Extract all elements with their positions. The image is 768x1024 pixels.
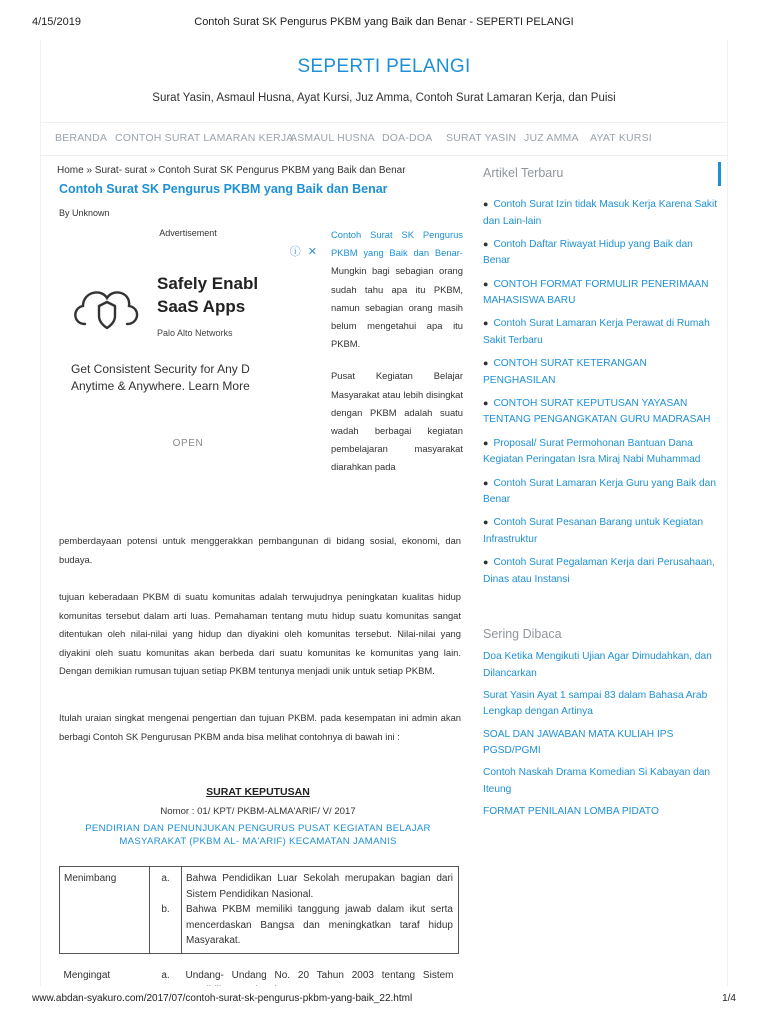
print-date: 4/15/2019	[32, 16, 81, 28]
para4: Itulah uraian singkat mengenai pengertian dan tujuan PKBM. pada kesempatan ini admin akan berbagi Contoh SK Pengurusan PKBM anda bisa melihat contohnya di bawah ini :	[59, 712, 461, 742]
nav-item-contoh-surat-lamaran-kerja[interactable]: CONTOH SURAT LAMARAN KERJA	[115, 132, 294, 144]
nav-item-juz-amma[interactable]: JUZ AMMA	[524, 132, 579, 144]
ad-label: Advertisement	[159, 228, 217, 238]
intro-link[interactable]: Contoh Surat SK Pengurus PKBM yang Baik dan Benar-	[331, 229, 463, 259]
list-item[interactable]	[483, 196, 721, 230]
nav-item-surat-yasin[interactable]: SURAT YASIN	[446, 132, 517, 144]
ad-headline-line2[interactable]: SaaS Apps	[157, 297, 246, 316]
ad-headline-line1[interactable]: Safely Enabl	[157, 274, 259, 293]
widget-title-popular: Sering Dibaca	[483, 627, 562, 641]
para2-continued: pemberdayaan potensi untuk menggerakkan pembangunan di bidang sosial, ekonomi, dan budaya.	[59, 535, 461, 565]
ad-body-line1[interactable]: Get Consistent Security for Any D	[71, 362, 250, 376]
bullet-icon: ●	[483, 557, 489, 568]
bullet-icon: ●	[483, 358, 489, 369]
bullet-icon: ●	[483, 278, 489, 289]
list-item[interactable]	[483, 395, 721, 429]
row-letters	[150, 867, 182, 954]
list-item[interactable]	[483, 514, 721, 548]
intro-text: Mungkin bagi sebagian orang sudah tahu apa itu PKBM, namun sebagian orang masih belum mengetahui apa itu PKBM.	[331, 265, 463, 350]
table-row	[60, 867, 459, 954]
ad-choices-icon[interactable]: ⓘ ✕	[289, 246, 319, 258]
post-title[interactable]: Contoh Surat SK Pengurus PKBM yang Baik dan Benar	[59, 182, 388, 196]
nav-item-beranda[interactable]: BERANDA	[55, 132, 108, 144]
ad-open-button[interactable]: OPEN	[172, 438, 204, 449]
row-content	[182, 953, 459, 986]
list-item[interactable]	[483, 355, 721, 389]
post-byline: By Unknown	[59, 208, 110, 218]
advertisement[interactable]	[57, 228, 319, 488]
cloud-shield-icon	[69, 280, 143, 336]
intro-text-column	[331, 226, 463, 491]
row-letters	[150, 953, 182, 986]
ad-headline[interactable]	[157, 272, 319, 318]
nav-item-doa-doa[interactable]: DOA-DOA	[382, 132, 433, 144]
recent-link[interactable]: Contoh Daftar Riwayat Hidup yang Baik dan Benar	[483, 238, 693, 267]
widget-accent-bar	[718, 162, 721, 186]
print-page-title: Contoh Surat SK Pengurus PKBM yang Baik dan Benar - SEPERTI PELANGI	[194, 16, 574, 28]
para2-side: Pusat Kegiatan Belajar Masyarakat atau lebih disingkat dengan PKBM adalah suatu wadah berbagai kegiatan pembelajaran masyarakat diarahkan pada	[331, 370, 463, 473]
list-item[interactable]	[483, 475, 721, 509]
breadcrumb[interactable]: Home » Surat- surat » Contoh Surat SK Pengurus PKBM yang Baik dan Benar	[57, 165, 406, 176]
print-url: www.abdan-syakuro.com/2017/07/contoh-surat-sk-pengurus-pkbm-yang-baik_22.html	[32, 993, 413, 1004]
item-text: Undang- Undang No. 20 Tahun 2003 tentang Sistem	[185, 969, 454, 981]
row-label-mengingat: Mengingat	[63, 969, 111, 981]
intro-paragraph	[331, 226, 463, 353]
ad-body-line2[interactable]: Anytime & Anywhere. Learn More	[71, 379, 250, 393]
recent-link[interactable]: Contoh Surat Pesanan Barang untuk Kegiatan Infrastruktur	[483, 517, 703, 545]
list-item[interactable]	[483, 315, 721, 349]
recent-link[interactable]: CONTOH FORMAT FORMULIR PENERIMAAN MAHASISWA BARU	[483, 278, 709, 307]
item-letter: a.	[161, 873, 170, 884]
widget-title-recent: Artikel Terbaru	[483, 166, 564, 180]
list-item[interactable]	[483, 236, 721, 270]
main-nav	[41, 122, 727, 156]
nav-item-asmaul-husna[interactable]: ASMAUL HUSNA	[290, 132, 375, 144]
list-item[interactable]: SOAL DAN JAWABAN MATA KULIAH IPS PGSD/PGMI	[483, 728, 674, 757]
nav-item-ayat-kursi[interactable]: AYAT KURSI	[590, 132, 652, 144]
bullet-icon: ●	[483, 477, 489, 488]
print-page-number: 1/4	[722, 993, 736, 1004]
list-item[interactable]: FORMAT PENILAIAN LOMBA PIDATO	[483, 806, 659, 818]
list-item[interactable]: Doa Ketika Mengikuti Ujian Agar Dimudahkan, dan Dilancarkan	[483, 651, 712, 679]
recent-articles-list	[483, 196, 721, 594]
bullet-icon: ●	[483, 437, 489, 448]
recent-link[interactable]: Contoh Surat Pegalaman Kerja dari Perusahaan, Dinas atau Instansi	[483, 557, 715, 585]
doc-table	[59, 866, 459, 986]
recent-link[interactable]: Contoh Surat Lamaran Kerja Guru yang Baik dan Benar	[483, 477, 716, 506]
bullet-icon: ●	[483, 238, 489, 249]
bullet-icon: ●	[483, 199, 489, 209]
doc-heading: SURAT KEPUTUSAN	[206, 786, 310, 798]
list-item[interactable]: Contoh Naskah Drama Komedian Si Kabayan dan Iteung	[483, 767, 711, 795]
item-letter: a.	[161, 969, 170, 981]
para3: tujuan keberadaan PKBM di suatu komunitas adalah terwujudnya peningkatan kualitas hidup komunitas tersebut dalam arti luas. Pemahaman tentang mutu hidup suatu komunitas sangat ditentukan oleh nilai-nilai yang hidup dan diyakini oleh komunitas tersebut. Nilai-nilai yang diyakini oleh suatu komunitas akan berbeda dari suatu komunitas ke komunitas yang lain. Dengan demikian rumusan tujuan setiap PKBM tentunya menjadi unik untuk setiap PKBM.	[59, 591, 461, 676]
table-row	[60, 953, 459, 986]
doc-subtitle-line1: PENDIRIAN DAN PENUNJUKAN PENGURUS PUSAT KEGIATAN BELAJAR	[85, 823, 431, 834]
recent-link[interactable]: Contoh Surat Izin tidak Masuk Kerja Karena Sakit dan Lain-lain	[483, 199, 718, 227]
item-letter: b.	[161, 904, 170, 915]
ad-body[interactable]	[71, 361, 319, 395]
item-text: Bahwa PKBM memiliki tanggung jawab dalam ikut serta mencerdaskan Bangsa dan meningkatkan taraf hidup Masyarakat.	[186, 904, 453, 946]
row-content	[182, 867, 459, 954]
bullet-icon: ●	[483, 318, 489, 329]
web-page	[40, 40, 728, 986]
list-item[interactable]: Surat Yasin Ayat 1 sampai 83 dalam Bahasa Arab Lengkap dengan Artinya	[483, 689, 708, 718]
recent-link[interactable]: Contoh Surat Lamaran Kerja Perawat di Rumah Sakit Terbaru	[483, 318, 710, 346]
doc-subtitle	[67, 822, 449, 848]
recent-link[interactable]: Proposal/ Surat Permohonan Bantuan Dana Kegiatan Peringatan Isra Miraj Nabi Muhammad	[483, 437, 701, 466]
site-description: Surat Yasin, Asmaul Husna, Ayat Kursi, Juz Amma, Contoh Surat Lamaran Kerja, dan Puisi	[152, 92, 616, 104]
bullet-icon: ●	[483, 517, 489, 528]
popular-list	[483, 649, 721, 826]
site-title[interactable]: SEPERTI PELANGI	[297, 56, 471, 77]
doc-number: Nomor : 01/ KPT/ PKBM-ALMA'ARIF/ V/ 2017	[160, 806, 356, 817]
row-label-menimbang: Menimbang	[60, 867, 150, 954]
list-item[interactable]	[483, 435, 721, 469]
item-text: Bahwa Pendidikan Luar Sekolah merupakan bagian dari Sistem Pendidikan Nasional.	[186, 873, 453, 900]
doc-subtitle-line2: MASYARAKAT (PKBM AL- MA'ARIF) KECAMATAN JAMANIS	[119, 836, 397, 847]
recent-link[interactable]: CONTOH SURAT KEPUTUSAN YAYASAN TENTANG PENGANGKATAN GURU MADRASAH	[483, 397, 711, 426]
recent-link[interactable]: CONTOH SURAT KETERANGAN PENGHASILAN	[483, 358, 647, 386]
list-item[interactable]	[483, 276, 721, 310]
bullet-icon: ●	[483, 397, 489, 408]
list-item[interactable]	[483, 554, 721, 588]
ad-brand: Palo Alto Networks	[157, 328, 233, 338]
